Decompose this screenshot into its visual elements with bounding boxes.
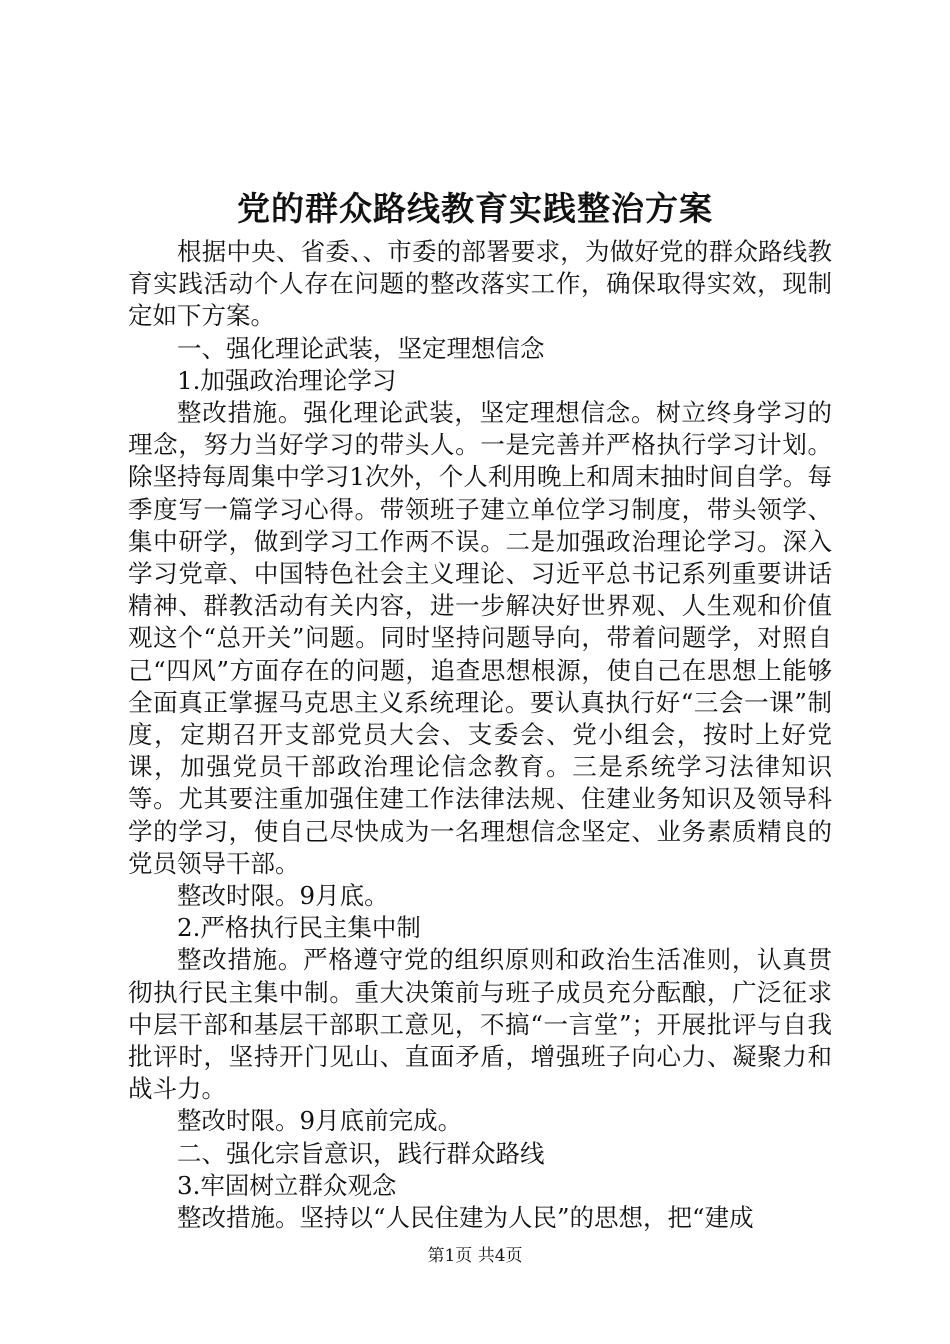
document-title: 党的群众路线教育实践整治方案: [237, 189, 713, 228]
paragraph-measures-2: 整改措施。严格遵守党的组织原则和政治生活准则，认真贯彻执行民主集中制。重大决策前与班子成员充分酝酿，广泛征求中层干部和基层干部职工意见，不搞“一言堂”；开展批评与自我批评时，坚持开门见山、直面矛盾，增强班子向心力、凝聚力和战斗力。: [128, 945, 832, 1104]
paragraph-intro: 根据中央、省委、、市委的部署要求，为做好党的群众路线教育实践活动个人存在问题的整改落实工作，确保取得实效，现制定如下方案。: [128, 237, 832, 331]
paragraph-deadline-2: 整改时限。9月底前完成。: [177, 1106, 463, 1136]
subsection-heading-1: 1.加强政治理论学习: [177, 365, 397, 395]
paragraph-measures-1: 整改措施。强化理论武装，坚定理想信念。树立终身学习的理念，努力当好学习的带头人。一是完善并严格执行学习计划。除坚持每周集中学习1次外，个人利用晚上和周末抽时间自学。每季度写一篇学习心得。带领班子建立单位学习制度，带头领学、集中研学，做到学习工作两不误。二是加强政治理论学习。深入学习党章、中国特色社会主义理论、习近平总书记系列重要讲话精神、群教活动有关内容，进一步解决好世界观、人生观和价值观这个“总开关”问题。同时坚持问题导向，带着问题学，对照自己“四风”方面存在的问题，追查思想根源，使自己在思想上能够全面真正掌握马克思主义系统理论。要认真执行好“三会一课”制度，定期召开支部党员大会、支委会、党小组会，按时上好党课，加强党员干部政治理论信念教育。三是系统学习法律知识等。尤其要注重加强住建工作法律法规、住建业务知识及领导科学的学习，使自己尽快成为一名理想信念坚定、业务素质精良的党员领导干部。: [128, 398, 832, 878]
page-footer: 第1页 共4页: [427, 1246, 523, 1266]
section-heading-2: 二、强化宗旨意识，践行群众路线: [177, 1138, 545, 1168]
subsection-heading-2: 2.严格执行民主集中制: [177, 913, 421, 943]
paragraph-deadline-1: 整改时限。9月底。: [177, 881, 389, 911]
paragraph-measures-3: 整改措施。坚持以“人民住建为人民”的思想，把“建成: [177, 1203, 754, 1233]
document-body: [128, 236, 832, 1234]
section-heading-1: 一、强化理论武装，坚定理想信念: [177, 333, 545, 363]
subsection-heading-3: 3.牢固树立群众观念: [177, 1170, 397, 1200]
